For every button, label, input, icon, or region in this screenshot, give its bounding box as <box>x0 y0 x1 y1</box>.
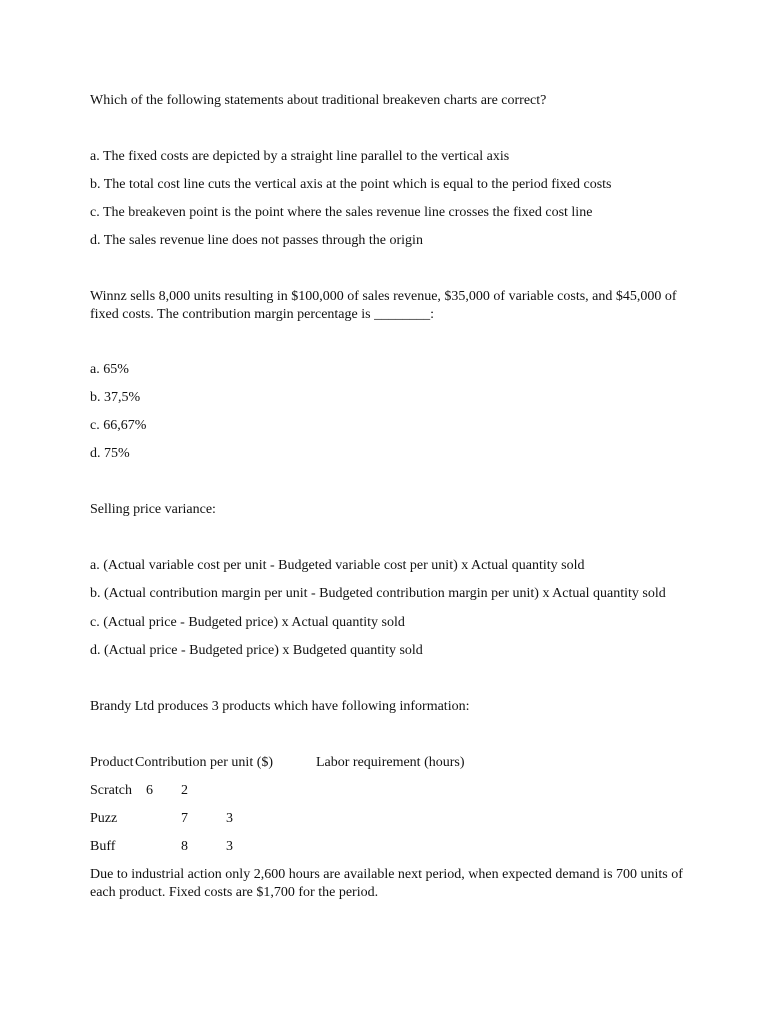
table-cell-product: Scratch <box>90 783 132 798</box>
table-row <box>90 782 690 800</box>
question-3-option-a: a. (Actual variable cost per unit - Budgeted variable cost per unit) x Actual quantity sold <box>90 558 585 573</box>
question-2-option-c: c. 66,67% <box>90 418 147 433</box>
table-header-row <box>90 754 690 772</box>
table-cell-contribution: 7 <box>181 811 188 826</box>
table-cell-labor: 2 <box>181 783 188 798</box>
question-3-option-b: b. (Actual contribution margin per unit - Budgeted contribution margin per unit) x Actual quantity sold <box>90 586 666 601</box>
question-3-text: Selling price variance: <box>90 502 216 517</box>
table-row <box>90 838 690 856</box>
table-cell-product: Buff <box>90 839 116 854</box>
table-header-contribution: Contribution per unit ($) <box>135 755 274 770</box>
table-cell-labor: 3 <box>226 811 233 826</box>
question-4-text: Brandy Ltd produces 3 products which have following information: <box>90 699 470 714</box>
question-1-option-d: d. The sales revenue line does not passes through the origin <box>90 233 423 248</box>
table-header-product: Product <box>90 755 134 770</box>
table-row <box>90 810 690 828</box>
question-1-option-c: c. The breakeven point is the point where the sales revenue line crosses the fixed cost line <box>90 205 593 220</box>
question-3-option-d: d. (Actual price - Budgeted price) x Budgeted quantity sold <box>90 643 423 658</box>
question-2-option-b: b. 37,5% <box>90 390 141 405</box>
question-4-note: Due to industrial action only 2,600 hours are available next period, when expected demand is 700 units of each product. Fixed costs are $1,700 for the period. <box>90 867 683 900</box>
table-cell-labor: 3 <box>226 839 233 854</box>
question-1-option-a: a. The fixed costs are depicted by a straight line parallel to the vertical axis <box>90 149 510 164</box>
table-header-labor: Labor requirement (hours) <box>316 755 465 770</box>
question-2-text: Winnz sells 8,000 units resulting in $100,000 of sales revenue, $35,000 of variable costs, and $45,000 of fixed costs. The contribution margin percentage is ________: <box>90 289 677 322</box>
question-1-option-b: b. The total cost line cuts the vertical axis at the point which is equal to the period fixed costs <box>90 177 612 192</box>
table-cell-contribution: 6 <box>146 783 153 798</box>
table-cell-contribution: 8 <box>181 839 188 854</box>
question-1-text: Which of the following statements about traditional breakeven charts are correct? <box>90 93 547 108</box>
question-3-option-c: c. (Actual price - Budgeted price) x Actual quantity sold <box>90 615 405 630</box>
question-2-option-a: a. 65% <box>90 362 129 377</box>
question-2-option-d: d. 75% <box>90 446 130 461</box>
table-cell-product: Puzz <box>90 811 118 826</box>
